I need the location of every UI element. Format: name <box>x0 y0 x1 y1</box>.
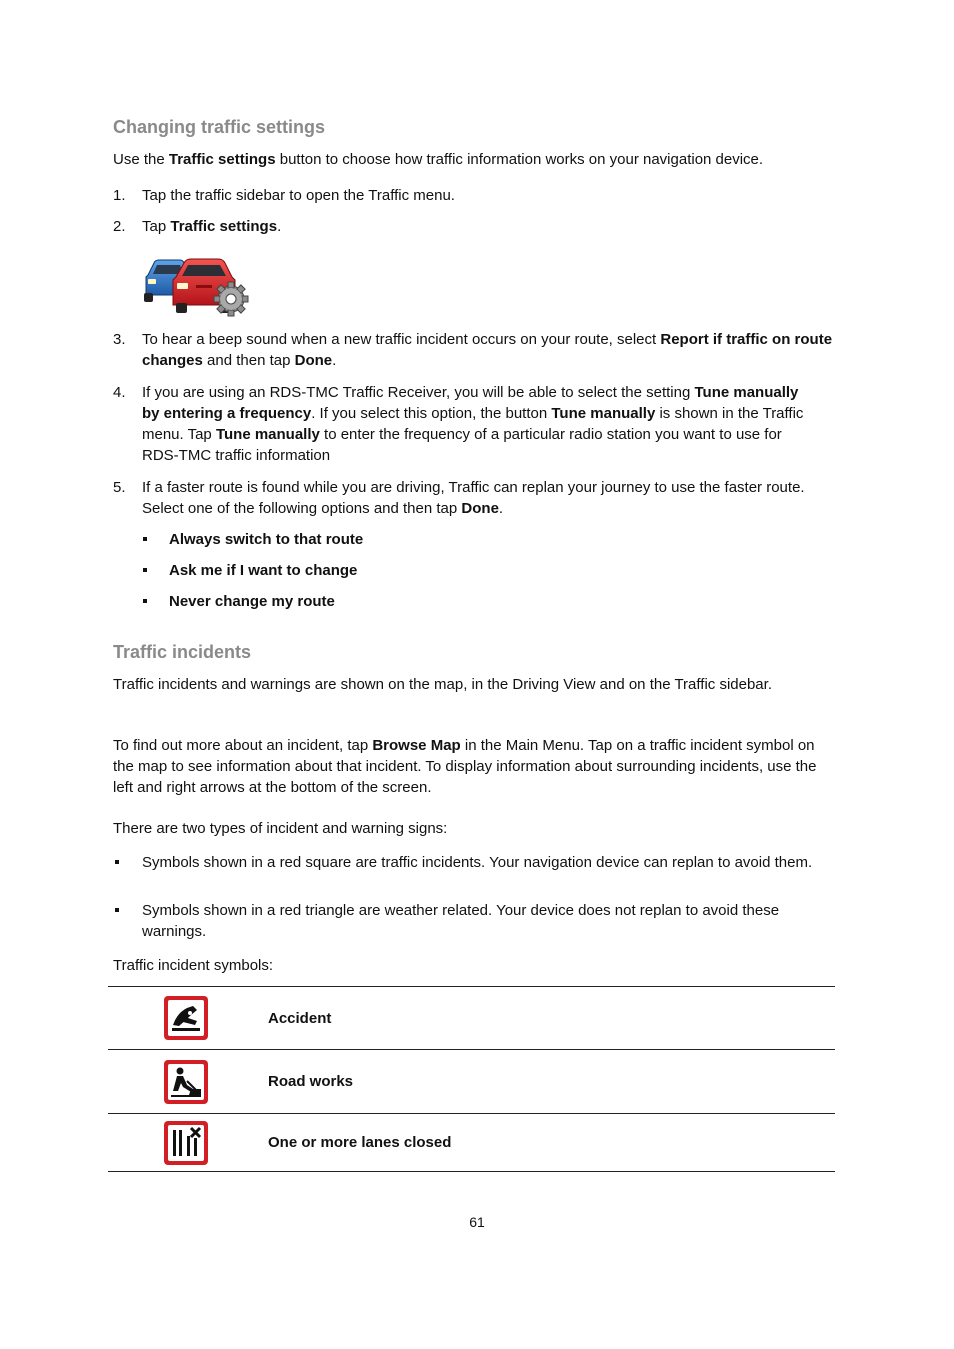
step-number: 4. <box>113 384 126 401</box>
option-ask-me: Ask me if I want to change <box>169 562 358 579</box>
page-number: 61 <box>469 1214 485 1230</box>
bullet-red-triangle-text: Symbols shown in a red triangle are weather related. Your device does not replan to avoid these warnings. <box>142 902 780 940</box>
road-works-icon <box>163 1059 209 1105</box>
table-row <box>108 1114 835 1172</box>
step-number: 2. <box>113 218 126 235</box>
traffic-settings-cars-gear-icon <box>142 255 250 317</box>
bullet-square <box>143 591 149 597</box>
table-row <box>108 1050 835 1114</box>
option-never-change: Never change my route <box>169 593 335 610</box>
step-1-text: Tap the traffic sidebar to open the Traffic menu. <box>142 187 455 204</box>
step-5-text: If a faster route is found while you are driving, Traffic can replan your journey to use the faster route. Select one of the following options and then tap Done. <box>142 479 805 517</box>
symbol-label-road-works: Road works <box>268 1073 354 1090</box>
step-2-text: Tap Traffic settings. <box>142 218 282 235</box>
step-3-text: To hear a beep sound when a new traffic incident occurs on your route, select Report if traffic on route changes and then tap Done. <box>142 331 833 369</box>
symbol-label-accident: Accident <box>268 1009 332 1027</box>
bullet-square <box>143 560 149 566</box>
bullet-red-square-text: Symbols shown in a red square are traffic incidents. Your navigation device can replan to avoid them. <box>142 854 813 871</box>
incidents-paragraph-1: Traffic incidents and warnings are shown on the map, in the Driving View and on the Traffic sidebar. <box>113 676 772 693</box>
accident-icon <box>163 995 209 1041</box>
bullet-square <box>113 852 121 864</box>
step-number: 3. <box>113 331 126 348</box>
step-number: 5. <box>113 479 126 496</box>
section-heading-traffic-incidents: Traffic incidents <box>113 642 252 662</box>
step-number: 1. <box>113 187 126 204</box>
table-row <box>108 987 835 1050</box>
intro-paragraph: Use the Traffic settings button to choose how traffic information works on your navigation device. <box>113 151 764 168</box>
step-4-text: If you are using an RDS-TMC Traffic Receiver, you will be able to select the setting Tune manually by entering a frequency. If you select this option, the button Tune manually is shown in the Traffic menu. Tap Tune manually to enter the frequency of a particular radio station you want to use for RDS-TMC traffic information <box>142 384 804 464</box>
incidents-paragraph-3: There are two types of incident and warning signs: <box>113 820 448 837</box>
bullet-square <box>113 900 121 912</box>
lanes-closed-icon <box>163 1120 209 1166</box>
option-always-switch: Always switch to that route <box>169 531 364 548</box>
bullet-square <box>143 529 149 535</box>
symbols-caption: Traffic incident symbols: <box>113 957 274 974</box>
traffic-symbols-table <box>108 986 835 1172</box>
section-heading-changing-traffic-settings: Changing traffic settings <box>113 117 326 137</box>
symbol-label-lanes-closed: One or more lanes closed <box>268 1134 452 1151</box>
incidents-paragraph-2: To find out more about an incident, tap Browse Map in the Main Menu. Tap on a traffic incident symbol on the map to see information about that incident. To display information about surrounding incidents, use the left and right arrows at the bottom of the screen. <box>113 737 817 796</box>
